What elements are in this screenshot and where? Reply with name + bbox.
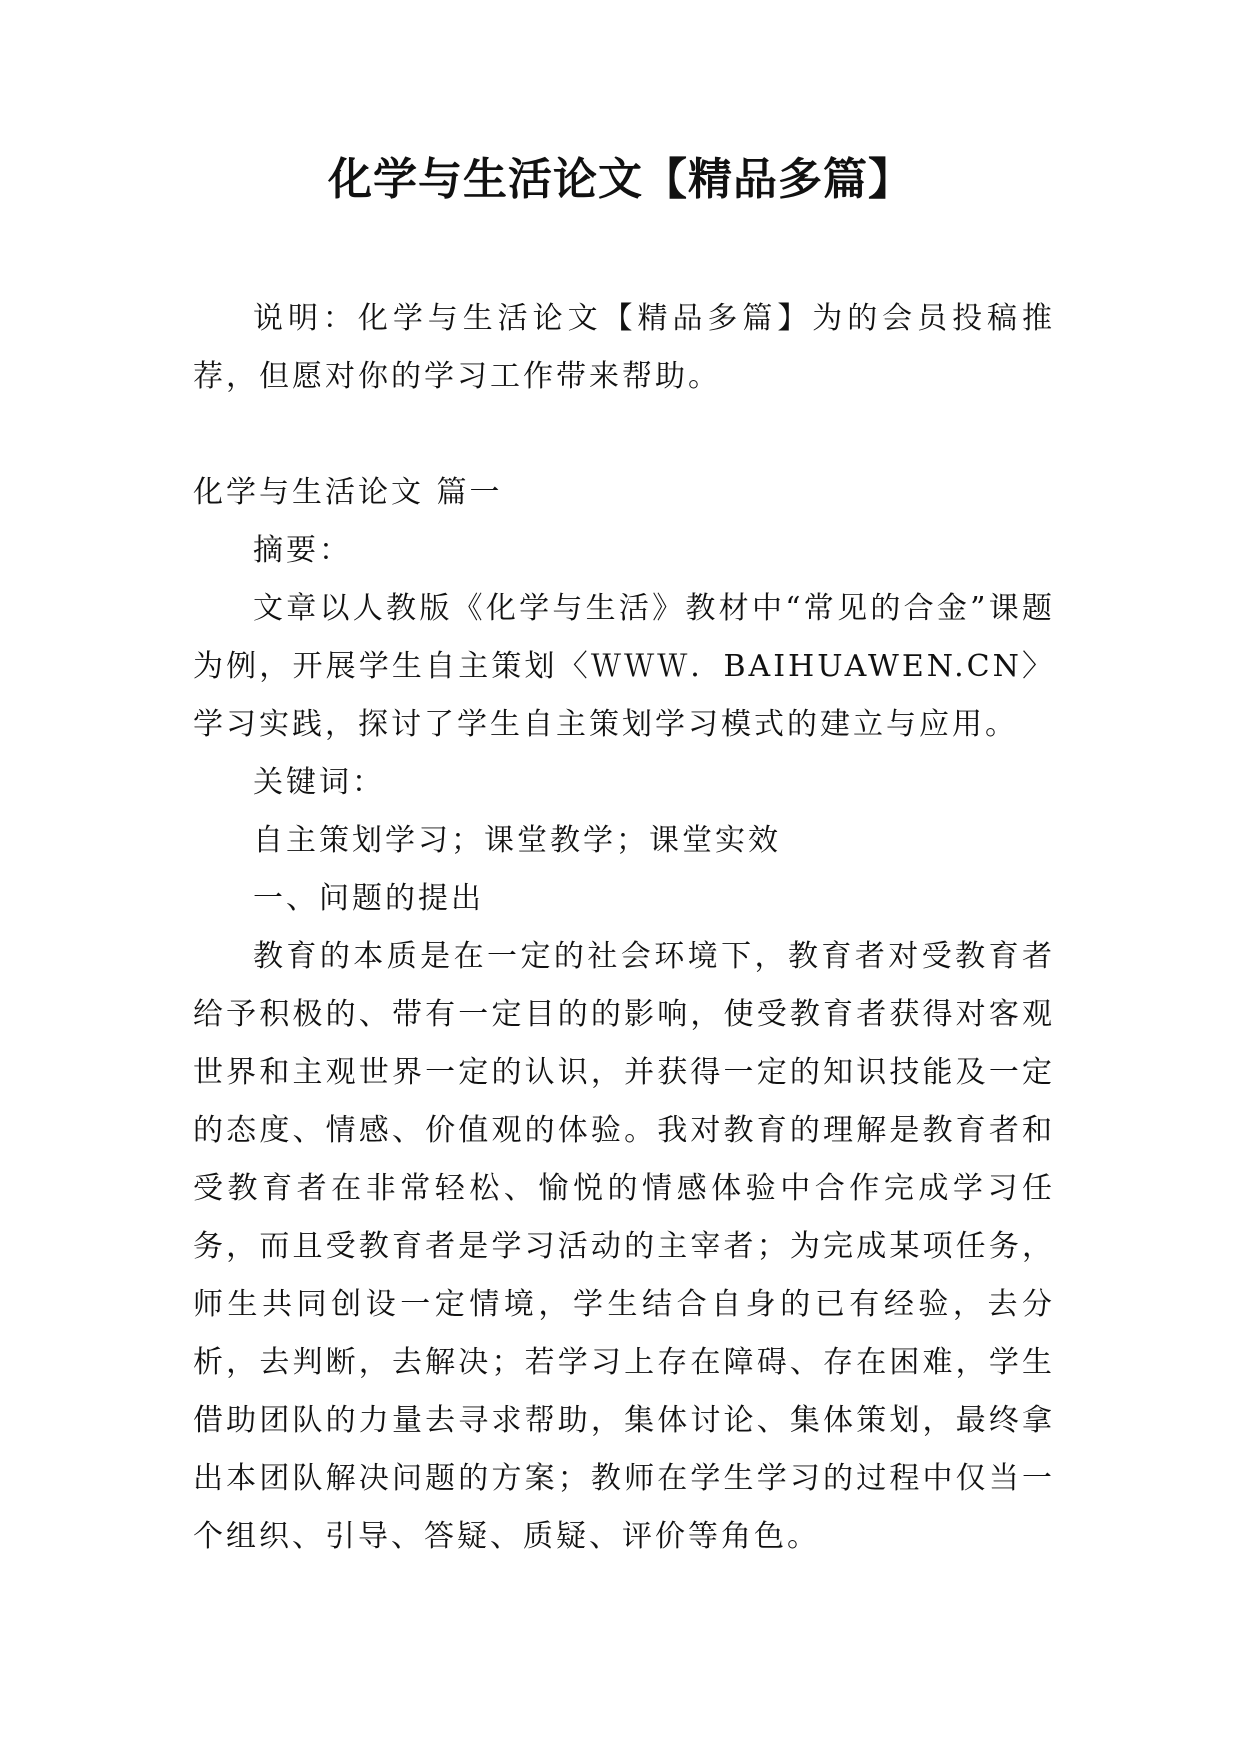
problem-heading: 一、问题的提出	[253, 881, 484, 916]
abstract-paragraph: 文章以人教版《化学与生活》教材中“常见的合金”课题为例，开展学生自主策划〈ＷＷＷ．BAIHUAWEN.CN〉学习实践，探讨了学生自主策划学习模式的建立与应用。	[193, 591, 1055, 742]
page-title: 化学与生活论文【精品多篇】	[328, 154, 913, 205]
abstract-label: 摘要：	[253, 533, 352, 568]
intro-paragraph: 说明：化学与生活论文【精品多篇】为的会员投稿推荐，但愿对你的学习工作带来帮助。	[193, 301, 1055, 394]
problem-paragraph: 教育的本质是在一定的社会环境下，教育者对受教育者给予积极的、带有一定目的的影响，使受教育者获得对客观世界和主观世界一定的认识，并获得一定的知识技能及一定的态度、情感、价值观的体验。我对教育的理解是教育者和受教育者在非常轻松、愉悦的情感体验中合作完成学习任务，而且受教育者是学习活动的主宰者；为完成某项任务，师生共同创设一定情境，学生结合自身的已有经验，去分析，去判断，去解决；若学习上存在障碍、存在困难，学生借助团队的力量去寻求帮助，集体讨论、集体策划，最终拿出本团队解决问题的方案；教师在学生学习的过程中仅当一个组织、引导、答疑、质疑、评价等角色。	[193, 939, 1055, 1554]
section-heading: 化学与生活论文 篇一	[193, 475, 503, 510]
keywords-label: 关键词：	[253, 765, 385, 800]
document-body	[193, 290, 1055, 1566]
keywords-paragraph: 自主策划学习；课堂教学；课堂实效	[253, 823, 781, 858]
